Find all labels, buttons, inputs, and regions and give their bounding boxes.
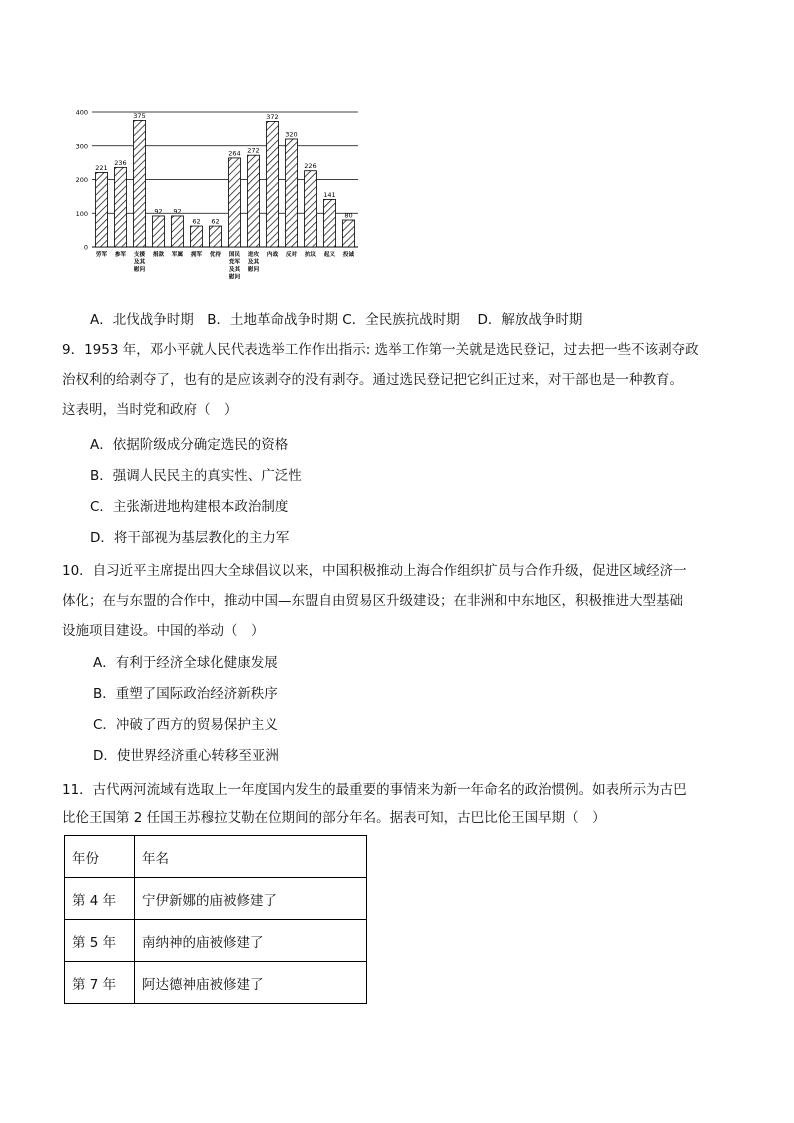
bar (267, 121, 279, 247)
q9-stem-line-3: 这表明，当时党和政府（ ） (62, 402, 238, 418)
bar-value-label: 141 (323, 190, 336, 199)
q10-stem-line-3: 设施项目建设。中国的举动（ ） (62, 623, 265, 639)
bar (229, 158, 241, 247)
q9-option-d: D．将干部视为基层教化的主力军 (90, 530, 290, 546)
bar (343, 220, 355, 247)
q9-option-c: C．主张渐进地构建根本政治制度 (90, 499, 289, 515)
bar-value-label: 92 (154, 207, 163, 216)
bar-value-label: 92 (173, 207, 182, 216)
x-category-label: 参军 (114, 252, 127, 258)
bar (324, 199, 336, 247)
table-row (65, 962, 367, 1004)
q10-stem-line-2: 体化；在与东盟的合作中，推动中国—东盟自由贸易区升级建设；在非洲和中东地区，积极推进大型基础 (62, 593, 683, 609)
bar (286, 139, 298, 247)
y-tick-label: 400 (75, 108, 88, 117)
table-cell-year: 第 5 年 (65, 920, 135, 962)
table-header-name: 年名 (135, 836, 367, 878)
y-tick-label: 0 (83, 243, 88, 252)
x-category-label: 抗议 (304, 252, 317, 258)
x-category-label: 起义 (323, 252, 336, 258)
bar-value-label: 264 (228, 149, 241, 158)
x-category-label: 反对 (285, 252, 298, 258)
q11-stem-line-1: 11．古代两河流域有选取上一年度国内发生的最重要的事情来为新一年命名的政治惯例。如表所示为古巴 (62, 782, 687, 798)
bar (191, 226, 203, 247)
q10-option-c: C．冲破了西方的贸易保护主义 (93, 717, 278, 733)
x-category-label: 拥军 (190, 252, 203, 258)
bar (210, 226, 222, 247)
table-row (65, 878, 367, 920)
bar-value-label: 372 (266, 112, 279, 121)
bar (248, 155, 260, 247)
bar (172, 216, 184, 247)
x-category-label: 捐款 (152, 252, 165, 258)
bar (115, 167, 127, 247)
table-cell-year: 第 4 年 (65, 878, 135, 920)
bar (305, 171, 317, 247)
q8-options: A．北伐战争时期 B．土地革命战争时期 C．全民族抗战时期 D．解放战争时期 (90, 312, 583, 328)
table-row (65, 920, 367, 962)
year-name-table (64, 835, 367, 1004)
bar (153, 216, 165, 247)
q9-stem-line-1: 9．1953 年，邓小平就人民代表选举工作作出指示: 选举工作第一关就是选民登记，过去把一些不该剥夺政 (62, 342, 699, 358)
x-category-label: 进攻及其慰问 (247, 252, 260, 273)
bar-value-label: 62 (192, 217, 201, 226)
bar-value-label: 226 (304, 162, 317, 171)
x-category-label: 劳军 (95, 252, 108, 258)
table-header-year: 年份 (65, 836, 135, 878)
bar (96, 172, 108, 247)
table-header-row (65, 836, 367, 878)
x-category-label: 优待 (209, 252, 222, 258)
bar (134, 120, 146, 247)
q9-option-a: A．依据阶级成分确定选民的资格 (90, 437, 289, 453)
bar-value-label: 221 (95, 163, 108, 172)
x-category-label: 投诚 (342, 252, 355, 258)
table-cell-name: 阿达德神庙被修建了 (135, 962, 367, 1004)
x-category-label: 军属 (171, 252, 184, 258)
table-cell-year: 第 7 年 (65, 962, 135, 1004)
table-cell-name: 南纳神的庙被修建了 (135, 920, 367, 962)
y-tick-label: 300 (75, 142, 88, 151)
bar-chart (70, 100, 370, 300)
q11-stem-line-2: 比伦王国第 2 任国王苏穆拉艾勒在位期间的部分年名。据表可知，古巴比伦王国早期（ ） (62, 810, 606, 826)
q10-option-d: D．使世界经济重心转移至亚洲 (93, 748, 279, 764)
bar-value-label: 236 (114, 158, 127, 167)
q9-option-b: B．强调人民民主的真实性、广泛性 (90, 468, 302, 484)
q10-option-a: A．有利于经济全球化健康发展 (93, 655, 278, 671)
q10-stem-line-1: 10．自习近平主席提出四大全球倡议以来，中国积极推动上海合作组织扩员与合作升级，促进区域经济一 (62, 563, 687, 579)
x-category-label: 支援及其慰问 (133, 252, 146, 273)
bar-value-label: 272 (247, 146, 260, 155)
table-cell-name: 宁伊新娜的庙被修建了 (135, 878, 367, 920)
y-tick-label: 200 (75, 176, 88, 184)
q9-stem-line-2: 治权利的给剥夺了，也有的是应该剥夺的没有剥夺。通过选民登记把它纠正过来，对干部也是一种教育。 (62, 372, 683, 388)
q10-option-b: B．重塑了国际政治经济新秩序 (93, 686, 278, 702)
x-category-label: 内战 (266, 252, 279, 258)
bar-value-label: 62 (211, 217, 220, 226)
x-category-label: 国民党军及其慰问 (228, 252, 241, 281)
y-tick-label: 100 (75, 209, 88, 218)
bar-value-label: 375 (133, 111, 146, 120)
bar-value-label: 80 (344, 211, 353, 220)
bar-value-label: 320 (285, 130, 298, 139)
